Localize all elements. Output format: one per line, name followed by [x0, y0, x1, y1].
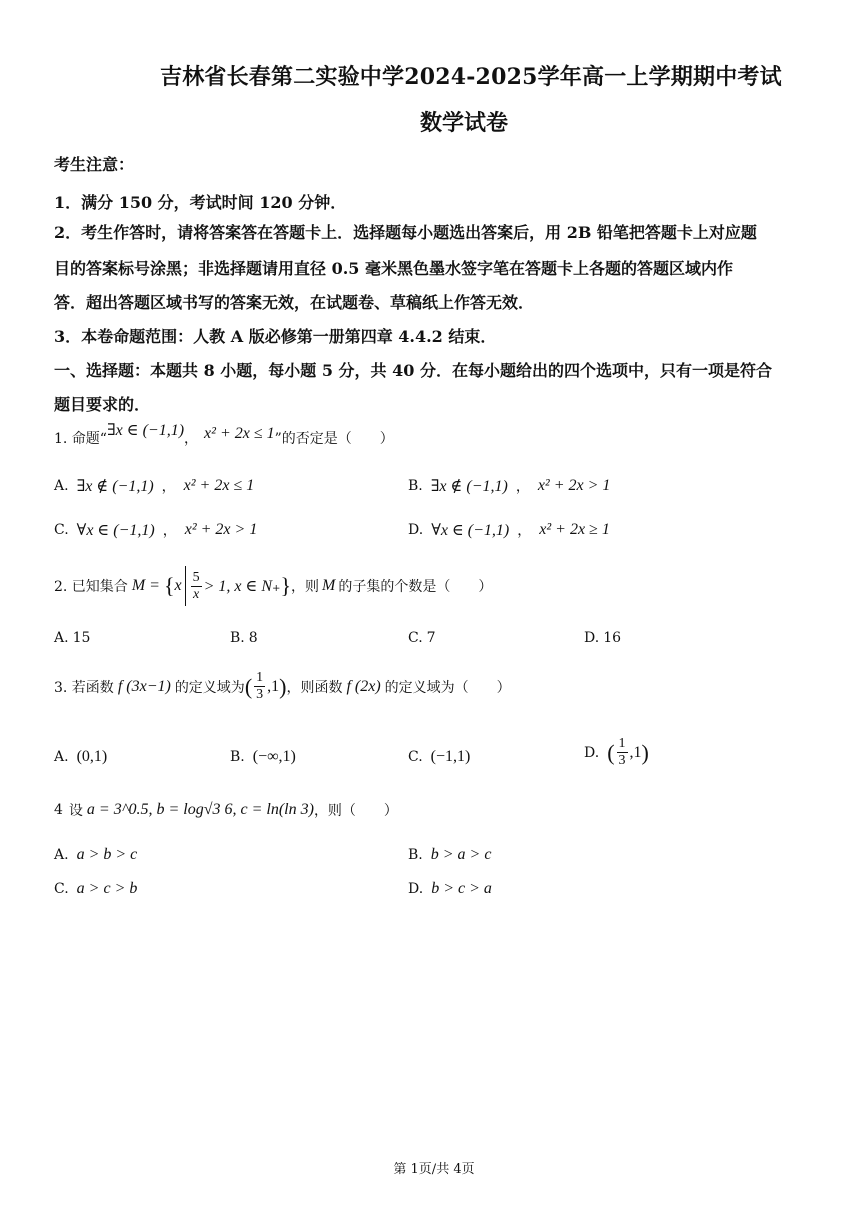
q1-separator: ，	[184, 431, 199, 447]
q2-fraction	[191, 570, 202, 603]
q3-option-d[interactable]	[584, 736, 649, 769]
option-part-2: x² + 2x > 1	[537, 477, 611, 494]
option-label: C.	[408, 630, 423, 646]
q3-frac-denominator: 3	[256, 687, 264, 702]
option-text: 15	[72, 630, 91, 646]
q2-bar	[185, 566, 186, 606]
option-text: a > c > b	[76, 880, 138, 897]
q3-d-rest: ,1	[629, 743, 642, 761]
option-label: D.	[408, 522, 424, 538]
q3-mid-1: 的定义域为	[174, 679, 245, 696]
option-label: B.	[230, 749, 245, 765]
page-footer: 第 1页/共 4页	[393, 1162, 475, 1177]
option-label: C.	[54, 522, 69, 538]
q4-option-b[interactable]	[408, 846, 491, 864]
q2-right-brace: }	[280, 573, 292, 598]
notice-item-3: 3．本卷命题范围：人教 A 版必修第一册第四章 4.4.2 结束．	[54, 327, 497, 346]
q1-option-b[interactable]: B. ∃x ∉ (−1,1) ， x² + 2x > 1	[408, 477, 611, 495]
q3-option-c[interactable]	[408, 748, 470, 766]
q2-suffix: 的子集的个数是（ ）	[338, 579, 493, 595]
notice-item-2-line-1: 2．考生作答时，请将答案答在答题卡上．选择题每小题选出答案后，用 2B 铅笔把答题卡上对应题	[54, 223, 757, 242]
option-part-2: x² + 2x ≥ 1	[539, 521, 610, 538]
q3-right-paren: )	[279, 673, 287, 699]
question-1-stem	[54, 422, 394, 448]
q2-variable: x	[174, 577, 182, 594]
option-text: b > c > a	[431, 880, 492, 897]
q3-function-1: f (3x−1)	[117, 677, 171, 695]
q3-fraction	[254, 670, 265, 703]
q2-condition: > 1, x ∈ N₊	[203, 578, 281, 595]
notice-item-2-line-2: 目的答案标号涂黑；非选择题请用直径 0.5 毫米黑色墨水签字笔在答题卡上各题的答题区域内作	[54, 259, 733, 278]
option-label: B.	[230, 630, 245, 646]
q4-option-a[interactable]	[54, 846, 137, 864]
option-label: A.	[54, 478, 69, 494]
q3-option-a[interactable]	[54, 748, 107, 766]
option-label: C.	[408, 749, 423, 765]
q4-prefix: 设	[68, 803, 83, 819]
notice-item-1: 1．满分 150 分，考试时间 120 分钟．	[54, 193, 347, 212]
q3-prefix: 3. 若函数	[54, 679, 114, 696]
q3-d-right-paren: )	[641, 739, 649, 765]
exam-title: 吉林省长春第二实验中学2024-2025学年高一上学期期中考试	[160, 64, 782, 90]
option-part-2: x² + 2x ≤ 1	[183, 477, 255, 494]
question-3-stem	[54, 670, 511, 703]
question-2-stem	[54, 566, 492, 606]
question-4-stem	[54, 800, 398, 820]
q3-d-fraction	[617, 736, 628, 769]
option-label: D.	[584, 630, 600, 646]
option-text: 8	[248, 630, 258, 646]
option-label: C.	[54, 881, 69, 897]
option-text: 16	[603, 630, 622, 646]
q3-function-2: f (2x)	[346, 677, 381, 695]
q2-option-d[interactable]	[584, 630, 621, 646]
q1-suffix: ”的否定是（ ）	[274, 431, 394, 447]
q1-option-d[interactable]: D. ∀x ∈ (−1,1) ， x² + 2x ≥ 1	[408, 521, 610, 539]
option-text: 7	[426, 630, 436, 646]
q4-number: 4	[54, 802, 63, 818]
option-label: D.	[584, 744, 600, 761]
option-label: A.	[54, 847, 69, 863]
q2-set-ref: M	[322, 577, 336, 594]
option-text: (−∞,1)	[252, 748, 296, 765]
q4-suffix: ，则（ ）	[313, 803, 398, 819]
q2-option-c[interactable]	[408, 630, 436, 646]
section-1-line-2: 题目要求的．	[54, 395, 151, 414]
option-part-1: ∃x ∉ (−1,1)	[76, 478, 154, 495]
q2-frac-numerator: 5	[192, 569, 200, 585]
q2-set-name: M =	[131, 577, 160, 594]
q4-option-d[interactable]	[408, 880, 492, 898]
q4-expression: a = 3^0.5, b = log√3 6, c = ln(ln 3)	[86, 801, 314, 818]
q1-option-a[interactable]: A. ∃x ∉ (−1,1) ， x² + 2x ≤ 1	[54, 477, 255, 495]
option-part-2: x² + 2x > 1	[184, 521, 258, 538]
q3-d-left-paren: (	[607, 739, 615, 765]
option-text: a > b > c	[76, 846, 138, 863]
option-part-1: ∃x ∉ (−1,1)	[430, 478, 508, 495]
notice-heading: 考生注意：	[54, 155, 135, 174]
option-label: B.	[408, 847, 423, 863]
q2-option-b[interactable]	[230, 630, 258, 646]
q4-option-c[interactable]	[54, 880, 137, 898]
q3-interval-rest: ,1	[267, 677, 280, 695]
q2-option-a[interactable]	[54, 630, 90, 646]
option-label: A.	[54, 749, 69, 765]
q3-frac-numerator: 1	[256, 670, 264, 685]
option-text: b > a > c	[430, 846, 492, 863]
option-text: (0,1)	[76, 748, 108, 765]
q2-left-brace: {	[163, 573, 175, 598]
exam-subtitle: 数学试卷	[419, 110, 508, 136]
q1-expression: x² + 2x ≤ 1	[204, 425, 275, 442]
notice-item-2-line-3: 答．超出答题区域书写的答案无效，在试题卷、草稿纸上作答无效．	[54, 293, 535, 312]
option-label: B.	[408, 478, 423, 494]
option-part-1: ∀x ∈ (−1,1)	[431, 522, 510, 539]
q3-d-frac-denominator: 3	[618, 753, 626, 768]
q2-mid: ，则	[291, 579, 320, 595]
q2-prefix: 2. 已知集合	[54, 579, 128, 595]
option-label: D.	[408, 881, 424, 897]
q1-prefix: 1. 命题“	[54, 431, 107, 447]
q3-mid-2: ，则函数	[286, 679, 343, 696]
option-label: A.	[54, 630, 69, 646]
q3-option-b[interactable]	[230, 748, 296, 766]
q1-option-c[interactable]: C. ∀x ∈ (−1,1) ， x² + 2x > 1	[54, 521, 258, 539]
section-1-line-1: 一、选择题：本题共 8 小题，每小题 5 分，共 40 分．在每小题给出的四个选项中，只有一项是符合	[54, 361, 772, 380]
q2-frac-denominator: x	[193, 586, 200, 602]
option-part-1: ∀x ∈ (−1,1)	[76, 522, 155, 539]
option-text: (−1,1)	[430, 748, 471, 765]
q1-condition: ∃x ∈ (−1,1)	[106, 422, 185, 439]
q3-left-paren: (	[244, 673, 253, 699]
q3-d-frac-numerator: 1	[618, 736, 626, 751]
q3-suffix: 的定义域为（ ）	[384, 679, 511, 696]
